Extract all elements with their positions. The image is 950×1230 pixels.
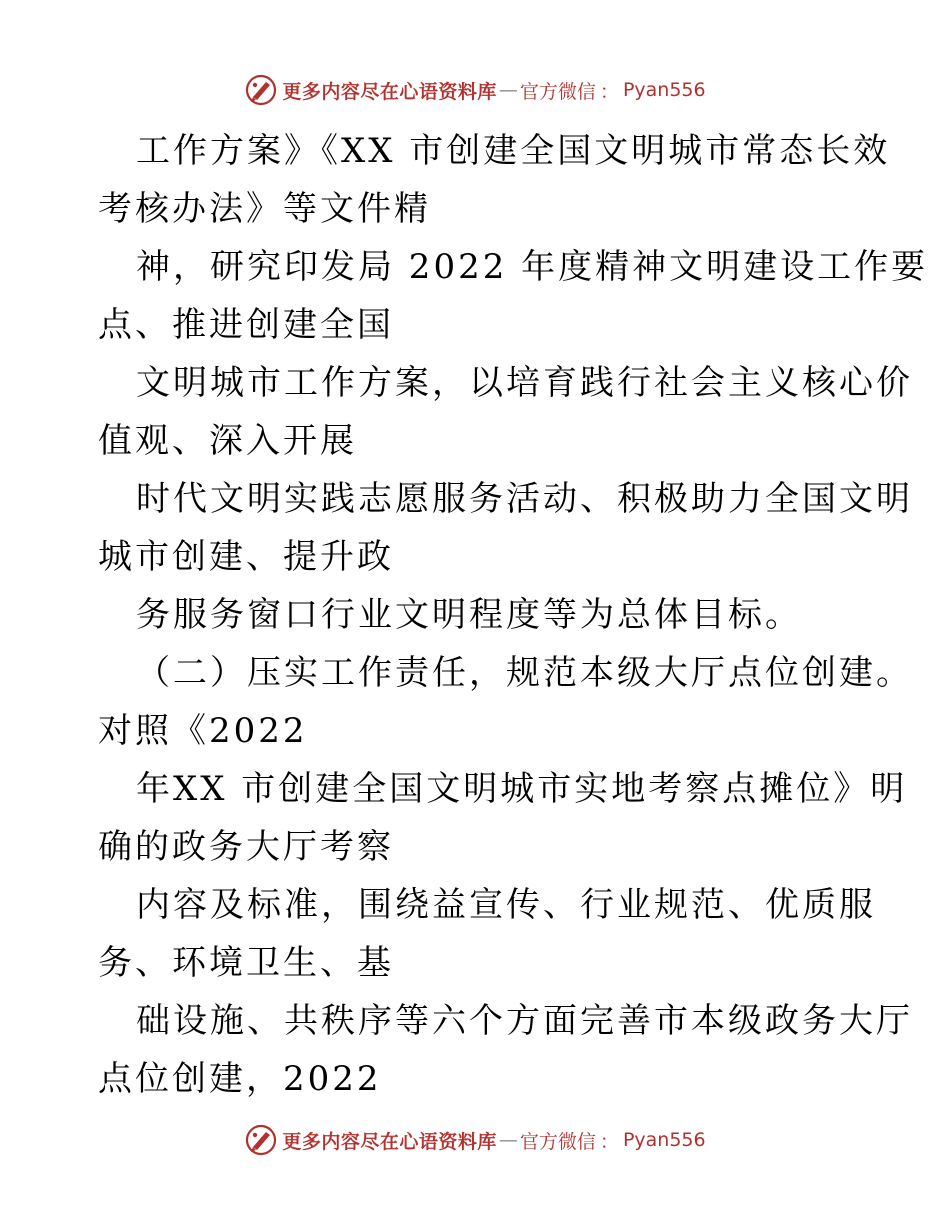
banner-wechat-label: 官方微信 bbox=[519, 1130, 596, 1153]
paragraph-line: 工作方案》《XX 市创建全国文明城市常态长效 bbox=[136, 131, 891, 171]
paragraph-line: 值观、深入开展 bbox=[98, 421, 357, 461]
paragraph-line: 础设施、共秩序等六个方面完善市本级政务大厅 bbox=[136, 1001, 913, 1041]
banner-dash: — bbox=[498, 79, 518, 101]
paragraph-line: （二）压实工作责任，规范本级大厅点位创建。 bbox=[136, 653, 913, 693]
paragraph-line: 确的政务大厅考察 bbox=[98, 827, 394, 867]
paragraph-line: 考核办法》等文件精 bbox=[98, 189, 431, 229]
paragraph-line: 对照《2022 bbox=[98, 711, 308, 751]
banner-wechat-label: 官方微信 bbox=[519, 80, 596, 103]
banner-wechat-id: Pyan556 bbox=[622, 79, 706, 101]
header-banner bbox=[0, 72, 950, 108]
document-body bbox=[98, 122, 929, 1108]
pen-logo-icon bbox=[244, 1123, 278, 1157]
paragraph-line: 年XX 市创建全国文明城市实地考察点摊位》明 bbox=[136, 769, 908, 809]
paragraph-line: 务、环境卫生、基 bbox=[98, 943, 394, 983]
paragraph-line: 文明城市工作方案，以培育践行社会主义核心价 bbox=[136, 363, 913, 403]
banner-colon: ： bbox=[599, 1130, 619, 1153]
banner-colon: ： bbox=[599, 80, 619, 103]
banner-title: 更多内容尽在心语资料库 bbox=[282, 80, 497, 103]
banner-title: 更多内容尽在心语资料库 bbox=[282, 1130, 497, 1153]
paragraph-line: 神，研究印发局 2022 年度精神文明建设工作要 bbox=[136, 247, 929, 287]
paragraph-line: 点、推进创建全国 bbox=[98, 305, 394, 345]
paragraph-line: 点位创建，2022 bbox=[98, 1059, 382, 1099]
footer-banner bbox=[0, 1122, 950, 1158]
paragraph-line: 时代文明实践志愿服务活动、积极助力全国文明 bbox=[136, 479, 913, 519]
banner-dash: — bbox=[498, 1129, 518, 1151]
paragraph-line: 务服务窗口行业文明程度等为总体目标。 bbox=[136, 595, 802, 635]
banner-wechat-id: Pyan556 bbox=[622, 1129, 706, 1151]
paragraph-line: 内容及标准，围绕益宣传、行业规范、优质服 bbox=[136, 885, 876, 925]
paragraph-line: 城市创建、提升政 bbox=[98, 537, 394, 577]
pen-logo-icon bbox=[244, 73, 278, 107]
